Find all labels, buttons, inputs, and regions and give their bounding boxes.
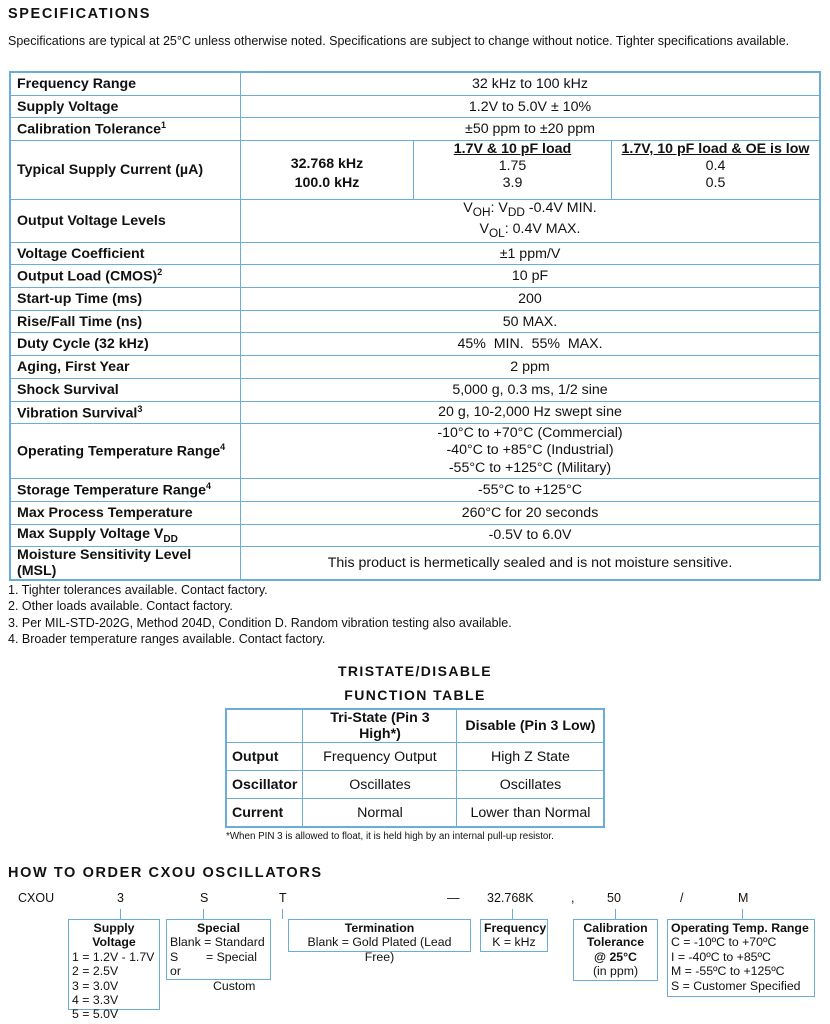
col-value: 0.4 (705, 158, 726, 175)
freq-32k: 32.768 kHz (290, 156, 364, 173)
oe-low-col (612, 141, 820, 199)
box-title: Operating Temp. Range (671, 921, 809, 935)
box-title: Termination (344, 921, 415, 935)
operating-temp-value (241, 424, 821, 479)
connector-line (742, 909, 743, 919)
how-to-order-heading: HOW TO ORDER CXOU OSCILLATORS (8, 865, 323, 881)
table-row (226, 743, 604, 771)
connector-line (615, 909, 616, 919)
spec-value: 1.2V to 5.0V ± 10% (241, 95, 821, 118)
spec-value: 45% MIN. 55% MAX. (241, 333, 821, 356)
col-head: 1.7V, 10 pF load & OE is low (621, 141, 810, 158)
spec-label-cell: Vibration Survival$^3$ (10, 401, 241, 424)
cell: Frequency Output (303, 743, 457, 771)
temp-commercial: -10°C to +70°C (Commercial) (437, 424, 623, 441)
connector-line (203, 909, 204, 919)
spec-label: Calibration Tolerance (17, 122, 162, 139)
table-row (10, 356, 820, 379)
termination-box (288, 919, 471, 964)
temp-industrial: -40°C to +85°C (Industrial) (446, 442, 614, 459)
table-row (226, 709, 604, 743)
order-code-temp: M (738, 891, 749, 905)
footnote-ref: 1 (161, 120, 167, 131)
col-value: 1.75 (498, 158, 527, 175)
calibration-box (573, 919, 658, 981)
spec-value: 32 kHz to 100 kHz (241, 72, 821, 95)
specifications-table (9, 71, 821, 581)
vol-line: $V_{OL}$: 0.4V MAX. (479, 220, 581, 240)
spec-label: Voltage Coefficient (10, 242, 241, 265)
special-box (166, 919, 271, 993)
connector-line (282, 909, 283, 919)
supply-current-subtable (241, 141, 819, 199)
row-label: Current (226, 799, 303, 828)
empty-header-cell (226, 709, 303, 743)
box-line: I = -40ºC to +85ºC (671, 949, 771, 964)
supply-voltage-box (68, 919, 160, 1022)
spec-label: Rise/Fall Time (ns) (10, 310, 241, 333)
specifications-heading: SPECIFICATIONS (8, 6, 151, 22)
box-title: Tolerance (586, 935, 645, 950)
connector-line (120, 909, 121, 919)
tristate-footnote: *When PIN 3 is allowed to float, it is held high by an internal pull-up resistor. (226, 831, 554, 842)
spec-value: 50 MAX. (241, 310, 821, 333)
box-line: S = Customer Specified (671, 978, 801, 993)
spec-value: ±1 ppm/V (241, 242, 821, 265)
spec-label: Shock Survival (10, 378, 241, 401)
table-row (10, 401, 820, 424)
box-line: C = -10ºC to +70ºC (671, 935, 777, 950)
box-title: Supply Voltage (92, 921, 136, 950)
box-line: Custom (213, 978, 256, 993)
box-line: Blank = Standard (170, 935, 265, 950)
spec-label-cell: Operating Temperature Range$^4$ (10, 424, 241, 479)
temp-military: -55°C to +125°C (Military) (448, 459, 612, 476)
col-value: 0.5 (705, 175, 726, 192)
col-head: 1.7V & 10 pF load (453, 141, 572, 158)
footnote-ref: 2 (157, 267, 163, 278)
box-title: Calibration (583, 921, 648, 935)
freq-100k: 100.0 kHz (294, 175, 360, 192)
order-code-termination: T (279, 891, 287, 905)
spec-value: 5,000 g, 0.3 ms, 1/2 sine (241, 378, 821, 401)
load-col (414, 141, 612, 199)
row-label: Output (226, 743, 303, 771)
spec-label: Typical Supply Current (µA) (10, 141, 241, 200)
box-title: Special (196, 921, 241, 935)
table-row (10, 378, 820, 401)
spec-label-cell: Output Load (CMOS)$^2$ (10, 265, 241, 288)
col-head: Disable (Pin 3 Low) (457, 709, 605, 743)
spec-label: Max Process Temperature (10, 501, 241, 524)
footnote: 4. Broader temperature ranges available. Contact factory. (8, 631, 326, 646)
spec-value: This product is hermetically sealed and is not moisture sensitive. (241, 547, 821, 581)
table-row (10, 200, 820, 243)
table-row (10, 72, 820, 95)
order-code-dash: — (447, 891, 460, 905)
table-row (10, 265, 820, 288)
table-row (10, 547, 820, 581)
spec-value: -0.5V to 6.0V (241, 524, 821, 547)
table-row (10, 501, 820, 524)
table-row (10, 95, 820, 118)
box-title: Frequency (484, 921, 547, 935)
table-row (10, 242, 820, 265)
order-code-tolerance: 50 (607, 891, 621, 905)
specifications-intro: Specifications are typical at 25°C unless otherwise noted. Specifications are subject to change without notice. Tighter specifications available. (8, 34, 790, 48)
spec-label: Moisture Sensitivity Level (MSL) (10, 547, 241, 581)
spec-value: 20 g, 10-2,000 Hz swept sine (241, 401, 821, 424)
voh-line: $V_{OH}$: $V_{DD}$ -0.4V MIN. (463, 200, 597, 219)
spec-label: Supply Voltage (10, 95, 241, 118)
table-row (10, 424, 820, 479)
order-code-frequency: 32.768K (487, 891, 534, 905)
cell: Oscillates (303, 771, 457, 799)
box-line: 3 = 3.0V (72, 978, 119, 993)
order-code-supply: 3 (117, 891, 124, 905)
footnote-ref: 4 (205, 481, 211, 492)
table-row (10, 141, 820, 200)
table-row (10, 310, 820, 333)
col-head: Tri-State (Pin 3 High*) (303, 709, 457, 743)
spec-label: Output Voltage Levels (10, 200, 241, 243)
output-voltage-value (241, 200, 821, 243)
footnote: 1. Tighter tolerances available. Contact factory. (8, 583, 268, 597)
spec-label-cell: Max Supply Voltage $V_{DD}$ (10, 524, 241, 547)
spec-value: 2 ppm (241, 356, 821, 379)
footnotes (8, 582, 512, 647)
spec-label: Aging, First Year (10, 356, 241, 379)
box-line: Blank = Gold Plated (Lead Free) (307, 935, 452, 964)
box-line: M = -55ºC to +125ºC (671, 964, 785, 979)
table-row (10, 524, 820, 547)
footnote: 3. Per MIL-STD-202G, Method 204D, Condition D. Random vibration testing also available. (8, 615, 512, 630)
cell: Oscillates (457, 771, 605, 799)
box-line: 2 = 2.5V (72, 964, 119, 979)
footnote: 2. Other loads available. Contact factory. (8, 599, 233, 614)
spec-label: Start-up Time (ms) (10, 288, 241, 311)
cell: Normal (303, 799, 457, 828)
box-line: 5 = 5.0V (72, 1007, 119, 1022)
table-row (10, 288, 820, 311)
row-label: Oscillator (226, 771, 303, 799)
footnote-ref: 3 (137, 403, 143, 414)
box-line: (in ppm) (592, 964, 639, 979)
table-row (10, 479, 820, 502)
spec-label: Duty Cycle (32 kHz) (10, 333, 241, 356)
spec-value: -55°C to +125°C (241, 479, 821, 502)
table-row (10, 118, 820, 141)
cell: High Z State (457, 743, 605, 771)
spec-label-cell (10, 118, 241, 141)
subscript: DD (163, 533, 178, 545)
table-row (226, 771, 604, 799)
col-value: 3.9 (502, 175, 523, 192)
order-code-special: S (200, 891, 209, 905)
box-line: 1 = 1.2V - 1.7V (72, 949, 155, 964)
spec-label-cell: Storage Temperature Range$^4$ (10, 479, 241, 502)
tristate-title: TRISTATE/DISABLE (337, 663, 493, 679)
order-code-prefix: CXOU (18, 891, 55, 905)
connector-line (512, 909, 513, 919)
spec-value: ±50 ppm to ±20 ppm (241, 118, 821, 141)
order-code-comma: , (571, 891, 575, 905)
function-table-title: FUNCTION TABLE (344, 687, 486, 703)
frequency-col (241, 141, 414, 199)
table-row (10, 333, 820, 356)
box-title: @ 25°C (594, 949, 637, 964)
order-code-slash: / (680, 891, 684, 905)
box-line: 4 = 3.3V (72, 993, 119, 1008)
spec-label: Frequency Range (10, 72, 241, 95)
frequency-box (480, 919, 548, 952)
tristate-table (225, 708, 605, 828)
footnote-ref: 4 (220, 442, 226, 453)
supply-current-cell (241, 141, 821, 200)
table-row (226, 799, 604, 828)
spec-value: 10 pF (241, 265, 821, 288)
cell: Lower than Normal (457, 799, 605, 828)
spec-value: 200 (241, 288, 821, 311)
operating-temp-box (667, 919, 815, 997)
box-line: K = kHz (492, 935, 536, 950)
spec-value: 260°C for 20 seconds (241, 501, 821, 524)
box-line: S = Special or (170, 949, 257, 979)
